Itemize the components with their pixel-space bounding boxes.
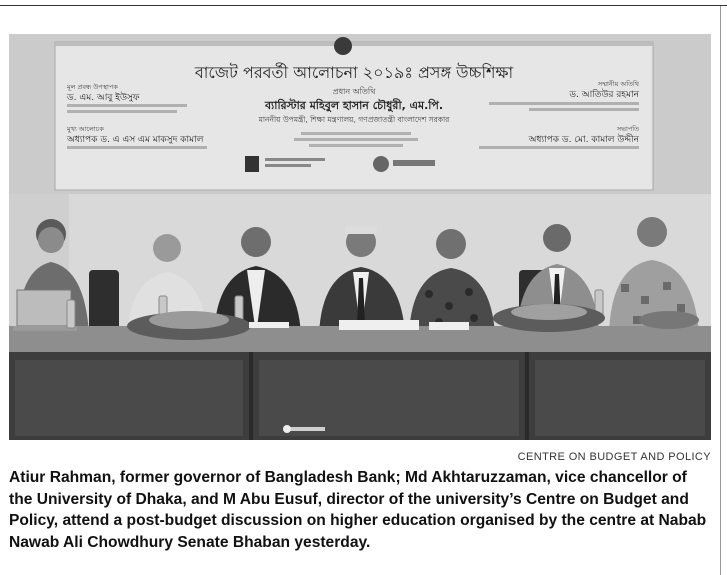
photo-caption: Atiur Rahman, former governor of Bangladesh Bank; Md Akhtaruzzaman, vice chancellor of the University of Dhaka, and M Abu Eusuf, director of the university’s Centre on Budget and Policy, attend a post-budget discussion on higher education organised by the centre at Nabab Nawab Ali Chowdhury Senate Bhaban yesterday. bbox=[9, 469, 707, 551]
sponsor-logo-icon bbox=[373, 156, 389, 172]
svg-text:অধ্যাপক ড. এ এস এম মাকসুদ কামা: অধ্যাপক ড. এ এস এম মাকসুদ কামাল bbox=[67, 135, 204, 145]
cbp-logo-icon bbox=[245, 156, 259, 172]
news-photo bbox=[9, 34, 711, 440]
svg-text:সম্মানীয় অতিথি: সম্মানীয় অতিথি bbox=[597, 80, 639, 88]
svg-text:ড. এম. আবু ইউসুফ: ড. এম. আবু ইউসুফ bbox=[67, 93, 140, 103]
svg-text:অধ্যাপক ড. মো. কামাল উদ্দীন: অধ্যাপক ড. মো. কামাল উদ্দীন bbox=[528, 135, 639, 145]
svg-text:ব্যারিস্টার মহিবুল হাসান চৌধুর: ব্যারিস্টার মহিবুল হাসান চৌধুরী, এম.পি. bbox=[264, 99, 444, 112]
photo-credit: CENTRE ON BUDGET AND POLICY bbox=[517, 451, 711, 463]
svg-text:সভাপতি: সভাপতি bbox=[616, 125, 639, 133]
banner-title: বাজেট পরবর্তী আলোচনা ২০১৯ঃ প্রসঙ্গ উচ্চশিক্ষা bbox=[194, 63, 514, 82]
svg-text:মূল প্রবন্ধ উপস্থাপক: মূল প্রবন্ধ উপস্থাপক bbox=[67, 83, 118, 91]
svg-text:মুখ্য আলোচক: মুখ্য আলোচক bbox=[67, 125, 104, 133]
svg-text:ড. আতিউর রহমান: ড. আতিউর রহমান bbox=[569, 90, 639, 100]
svg-text:মাননীয় উপমন্ত্রী, শিক্ষা মন্ত: মাননীয় উপমন্ত্রী, শিক্ষা মন্ত্রণালয়, গণপ্রজাতন্ত্রী বাংলাদেশ সরকার bbox=[258, 115, 450, 124]
svg-text:প্রধান অতিথি: প্রধান অতিথি bbox=[332, 87, 376, 96]
column-rule bbox=[720, 6, 721, 575]
top-rule bbox=[0, 0, 727, 6]
banner bbox=[55, 37, 653, 190]
university-emblem-icon bbox=[334, 37, 352, 55]
